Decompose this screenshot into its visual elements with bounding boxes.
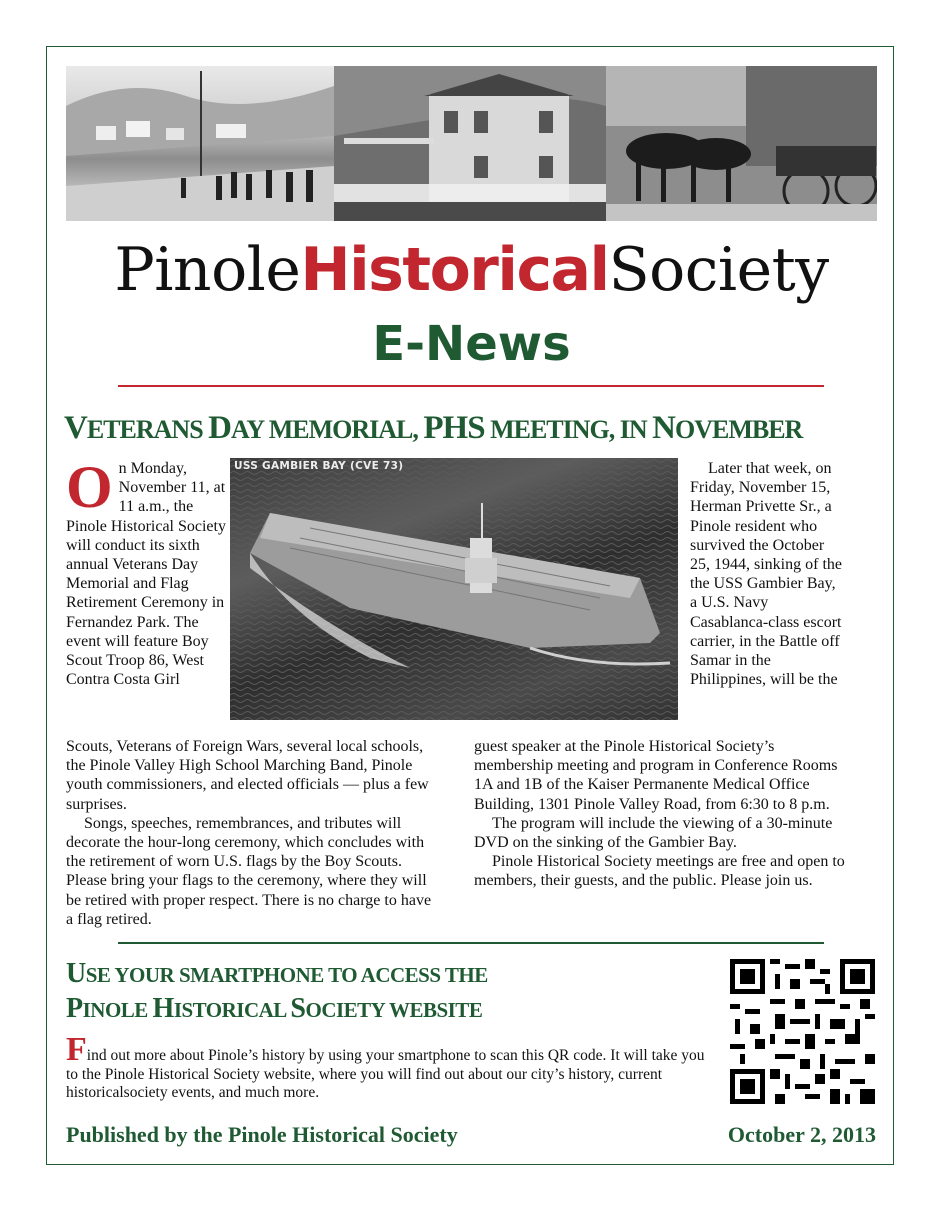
article-paragraph: The program will include the viewing of a 30-minute DVD on the sinking of the Gambier Bay. <box>474 814 833 852</box>
headline-part: OVEMBER <box>674 415 803 444</box>
article-lower-right <box>474 737 846 891</box>
masthead-title <box>66 232 877 308</box>
article-column-left <box>66 454 228 689</box>
photo-caption: USS GAMBIER BAY (CVE 73) <box>234 460 404 472</box>
qr-heading-part: S <box>290 993 306 1024</box>
article-paragraph: Songs, speeches, remembrances, and tributes will decorate the hour-long ceremony, which concludes with the retirement of worn U.S. flags by the Boy Scouts. Please bring your flags to the ceremony, where they will be retired with proper respect. There is no charge to have a flag retired. <box>66 814 432 928</box>
headline-part: N <box>652 410 675 446</box>
article-paragraph: guest speaker at the Pinole Historical Society’s membership meeting and program in Conference Rooms 1A and 1B of the Kaiser Permanente Medical Office Building, 1301 Pinole Valley Road, from 6:30 to 8 p.m. <box>474 738 838 813</box>
qr-paragraph: ind out more about Pinole’s history by using your smartphone to scan this QR code. It will take you to the Pinole Historical Society website, where you will find out about our city’s history, current historicalsociety events, and much more. <box>66 1047 705 1101</box>
headline-part: V <box>64 410 87 446</box>
qr-heading-part: H <box>152 993 174 1024</box>
qr-heading-part: INOLE <box>82 998 153 1022</box>
headline-part: MEETING, IN <box>484 415 653 444</box>
drop-cap: F <box>66 1031 87 1068</box>
article-paragraph: Pinole Historical Society meetings are free and open to members, their guests, and the public. Please join us. <box>474 853 845 890</box>
article-headline <box>64 404 876 454</box>
qr-heading-part: ISTORICAL <box>173 998 291 1022</box>
headline-part: ETERANS <box>86 415 209 444</box>
publication-date: October 2, 2013 <box>727 1122 876 1147</box>
qr-heading-part: OCIETY WEBSITE <box>305 998 483 1022</box>
qr-code[interactable] <box>730 959 875 1104</box>
article-column-right <box>690 459 845 689</box>
masthead-pinole: Pinole <box>114 235 301 305</box>
green-divider <box>118 942 824 944</box>
masthead-society: Society <box>608 235 829 305</box>
historic-street-photo <box>66 66 334 221</box>
horse-carriage-photo <box>606 66 877 221</box>
enews-title: E-News <box>372 316 571 372</box>
qr-heading-part: U <box>66 958 86 989</box>
article-paragraph: Later that week, on Friday, November 15, Herman Privette Sr., a Pinole resident who survived the October 25, 1944, sinking of the the USS Gambier Bay, a U.S. Navy Casablanca-class escort carrier, in the Battle off Samar in the Philippines, will be the <box>690 460 842 689</box>
qr-heading-part: SE YOUR SMARTPHONE TO ACCESS THE <box>85 963 488 987</box>
qr-section-text <box>66 1031 716 1103</box>
qr-heading-part: P <box>66 993 83 1024</box>
headline-part: D <box>208 410 232 446</box>
publisher-line: Published by the Pinole Historical Society <box>66 1122 458 1147</box>
drop-cap: O <box>66 454 113 520</box>
historic-house-photo <box>334 66 606 221</box>
article-paragraph: n Monday, November 11, at 11 a.m., the Pinole Historical Society will conduct its sixth annual Veterans Day Memorial and Flag Retirement Ceremony in Fernandez Park. The event will feature Boy Scout Troop 86, West Contra Costa Girl <box>66 460 226 689</box>
headline-part: PHS <box>423 410 485 446</box>
article-paragraph: Scouts, Veterans of Foreign Wars, several local schools, the Pinole Valley High School Marching Band, Pinole youth commissioners, and elected officials — plus a few surprises. <box>66 738 429 813</box>
masthead-historical: Historical <box>300 235 609 305</box>
article-lower-left <box>66 737 432 929</box>
header-photo-strip <box>66 66 877 221</box>
red-divider <box>118 385 824 387</box>
qr-section-heading <box>66 957 706 1027</box>
headline-part: AY MEMORIAL, <box>231 415 424 444</box>
uss-gambier-bay-photo <box>230 458 678 720</box>
